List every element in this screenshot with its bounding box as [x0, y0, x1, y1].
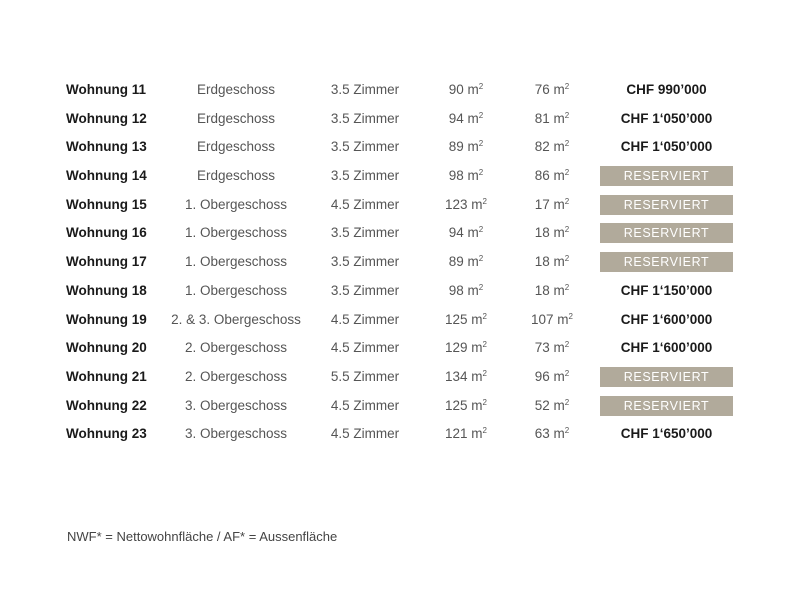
price: CHF 1‘050’000 [620, 139, 713, 155]
net-living-area: 90 $m^2$ [448, 82, 484, 97]
outdoor-area: 96 $m^2$ [534, 368, 570, 384]
net-living-area: 134 $m^2$ [445, 368, 487, 384]
price: CHF 1‘650’000 [620, 426, 713, 442]
floor-level: Erdgeschoss [196, 110, 276, 126]
price: CHF 990’000 [626, 82, 707, 97]
outdoor-area: 52 $m^2$ [534, 397, 570, 413]
unit-name: Wohnung 16 [66, 225, 147, 241]
outdoor-area: 63 $m^2$ [534, 426, 570, 442]
floor-level: Erdgeschoss [196, 168, 276, 184]
table-row [66, 133, 746, 162]
room-count: 3.5 Zimmer [330, 254, 400, 270]
outdoor-area: 107 $m^2$ [531, 311, 573, 327]
apartment-listing [66, 76, 746, 449]
room-count: 4.5 Zimmer [330, 426, 400, 442]
reserved-badge: RESERVIERT [600, 396, 733, 416]
room-count: 4.5 Zimmer [330, 397, 400, 413]
floor-level: Erdgeschoss [196, 82, 276, 97]
unit-name: Wohnung 11 [66, 82, 146, 97]
table-row [66, 306, 746, 335]
table-row [66, 105, 746, 134]
outdoor-area: 76 $m^2$ [534, 82, 570, 97]
floor-level: 3. Obergeschoss [184, 426, 288, 442]
price: CHF 1‘150’000 [620, 282, 713, 298]
room-count: 3.5 Zimmer [330, 110, 400, 126]
room-count: 3.5 Zimmer [330, 225, 400, 241]
unit-name: Wohnung 14 [66, 168, 147, 184]
net-living-area: 98 $m^2$ [448, 168, 484, 184]
net-living-area: 89 $m^2$ [448, 254, 484, 270]
room-count: 4.5 Zimmer [330, 340, 400, 356]
net-living-area: 125 $m^2$ [445, 397, 487, 413]
unit-name: Wohnung 13 [66, 139, 147, 155]
table-row [66, 248, 746, 277]
outdoor-area: 18 $m^2$ [534, 225, 570, 241]
table-row [66, 392, 746, 421]
room-count: 3.5 Zimmer [330, 139, 400, 155]
reserved-badge: RESERVIERT [600, 195, 733, 215]
floor-level: 2. Obergeschoss [184, 368, 288, 384]
reserved-badge: RESERVIERT [600, 166, 733, 186]
net-living-area: 94 $m^2$ [448, 110, 484, 126]
floor-level: 1. Obergeschoss [184, 225, 288, 241]
floor-level: 2. Obergeschoss [184, 340, 288, 356]
floor-level: 3. Obergeschoss [184, 397, 288, 413]
table-row [66, 277, 746, 306]
outdoor-area: 17 $m^2$ [534, 196, 570, 212]
table-row [66, 363, 746, 392]
floor-level: 1. Obergeschoss [184, 254, 288, 270]
table-row [66, 76, 746, 105]
floor-level: 1. Obergeschoss [184, 282, 288, 298]
unit-name: Wohnung 21 [66, 368, 147, 384]
floor-level: 2. & 3. Obergeschoss [171, 311, 301, 327]
unit-name: Wohnung 12 [66, 110, 147, 126]
net-living-area: 94 $m^2$ [448, 225, 484, 241]
unit-name: Wohnung 22 [66, 397, 147, 413]
unit-name: Wohnung 19 [66, 311, 147, 327]
net-living-area: 89 $m^2$ [448, 139, 484, 155]
reserved-badge: RESERVIERT [600, 367, 733, 387]
table-row [66, 420, 746, 449]
net-living-area: 98 $m^2$ [448, 282, 484, 298]
unit-name: Wohnung 17 [66, 254, 147, 270]
floor-level: 1. Obergeschoss [184, 196, 288, 212]
price: CHF 1‘600’000 [620, 340, 713, 356]
reserved-badge: RESERVIERT [600, 252, 733, 272]
outdoor-area: 82 $m^2$ [534, 139, 570, 155]
net-living-area: 129 $m^2$ [445, 340, 487, 356]
reserved-badge: RESERVIERT [600, 223, 733, 243]
outdoor-area: 86 $m^2$ [534, 168, 570, 184]
room-count: 4.5 Zimmer [330, 196, 400, 212]
outdoor-area: 73 $m^2$ [534, 340, 570, 356]
room-count: 4.5 Zimmer [330, 311, 400, 327]
room-count: 3.5 Zimmer [330, 282, 400, 298]
room-count: 3.5 Zimmer [330, 82, 400, 97]
unit-name: Wohnung 23 [66, 426, 147, 442]
unit-name: Wohnung 18 [66, 282, 147, 298]
room-count: 3.5 Zimmer [330, 168, 400, 184]
table-row [66, 162, 746, 191]
price: CHF 1‘050’000 [620, 110, 713, 126]
net-living-area: 125 $m^2$ [445, 311, 487, 327]
table-row [66, 334, 746, 363]
footnote: NWF* = Nettowohnfläche / AF* = Aussenfläche [67, 529, 338, 544]
net-living-area: 123 $m^2$ [445, 196, 487, 212]
unit-name: Wohnung 20 [66, 340, 147, 356]
unit-name: Wohnung 15 [66, 196, 147, 212]
table-row [66, 191, 746, 220]
outdoor-area: 81 $m^2$ [534, 110, 570, 126]
room-count: 5.5 Zimmer [330, 368, 400, 384]
price: CHF 1‘600’000 [620, 311, 713, 327]
floor-level: Erdgeschoss [196, 139, 276, 155]
net-living-area: 121 $m^2$ [445, 426, 487, 442]
outdoor-area: 18 $m^2$ [534, 254, 570, 270]
table-row [66, 219, 746, 248]
outdoor-area: 18 $m^2$ [534, 282, 570, 298]
